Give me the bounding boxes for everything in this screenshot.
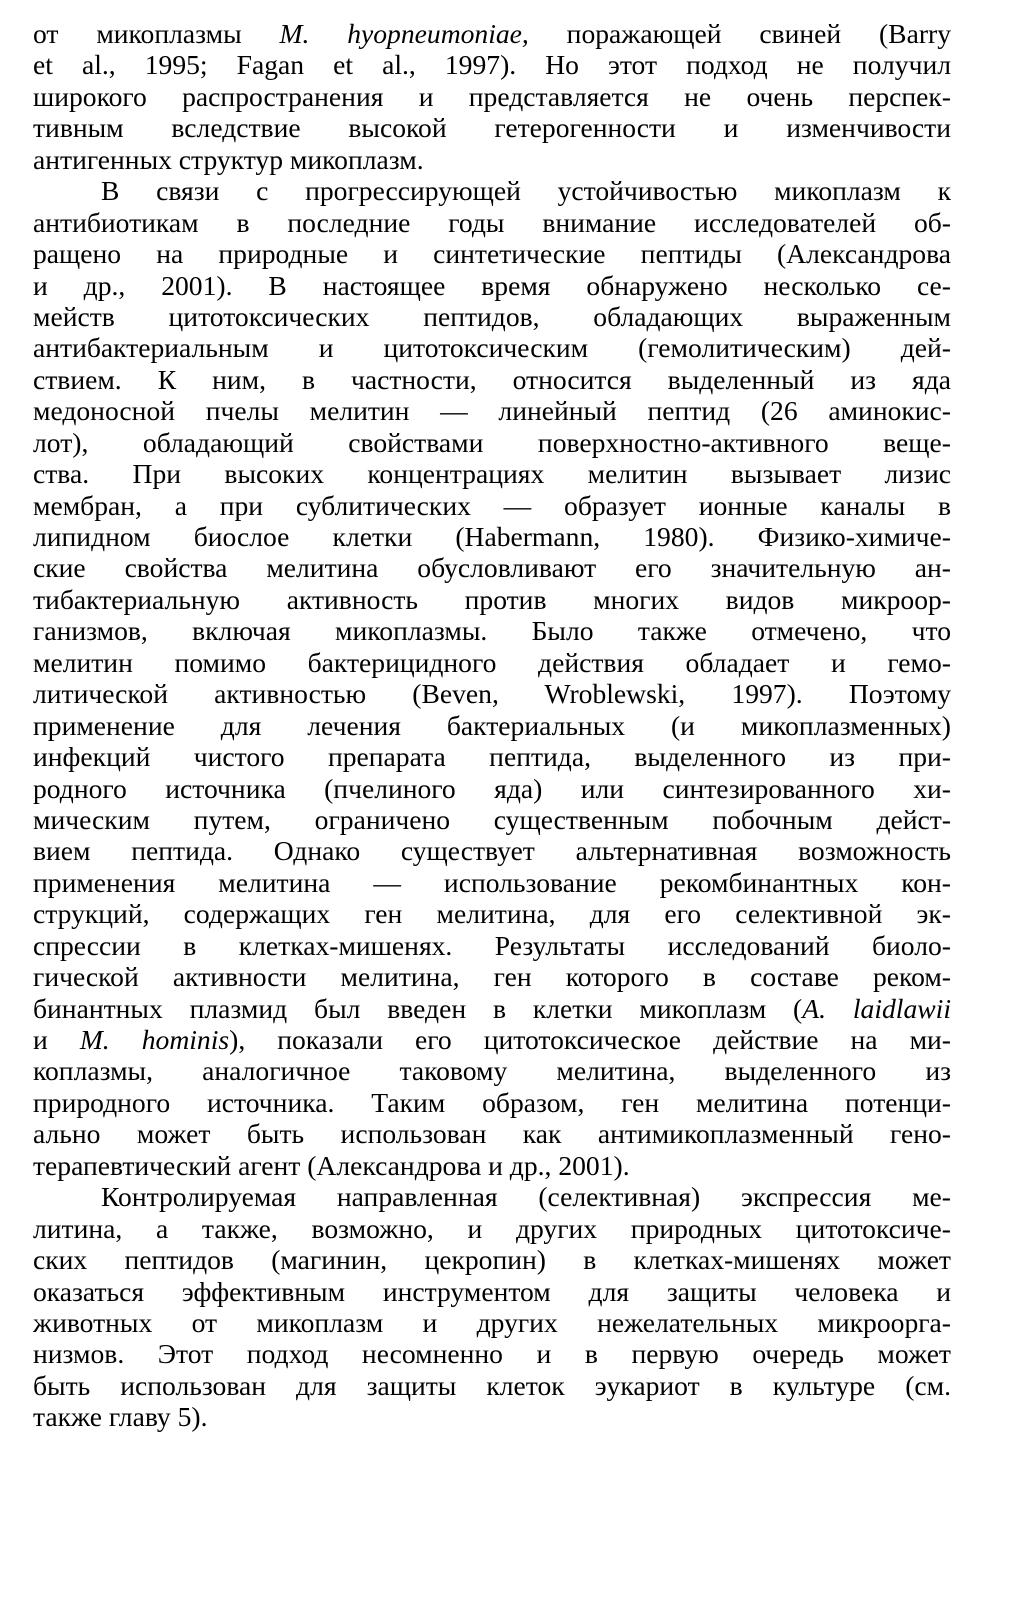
- paragraph: [33, 175, 951, 1181]
- text-line: [33, 1150, 951, 1181]
- text-segment: гической активности мелитина, ген которого в составе реком-: [33, 961, 951, 993]
- text-segment: ские свойства мелитина обусловливают его значительную ан-: [33, 552, 951, 584]
- text-line: [33, 835, 951, 866]
- text-line: [33, 1244, 951, 1275]
- text-line: [33, 804, 951, 835]
- text-line: [33, 112, 951, 143]
- text-segment: ских пептидов (магинин, цекропин) в клетках-мишенях может: [33, 1244, 951, 1276]
- text-line: [33, 18, 951, 49]
- text-line: [33, 175, 951, 206]
- text-line: [33, 1338, 951, 1369]
- text-line: [33, 552, 951, 583]
- paragraph: [33, 1181, 951, 1433]
- text-line: [33, 584, 951, 615]
- text-segment: мическим путем, ограничено существенным побочным дейст-: [33, 803, 951, 835]
- text-segment: коплазмы, аналогичное таковому мелитина, выделенного из: [33, 1055, 951, 1087]
- text-segment: вием пептида. Однако существует альтернативная возможность: [33, 835, 951, 867]
- text-segment: антибиотикам в последние годы внимание исследователей об-: [33, 206, 951, 238]
- text-line: [33, 332, 951, 363]
- text-line: [33, 490, 951, 521]
- text-line: [33, 1024, 951, 1055]
- text-segment: и: [33, 1024, 80, 1055]
- text-segment: родного источника (пчелиного яда) или синтезированного хи-: [33, 772, 951, 804]
- text-segment: В связи с прогрессирующей устойчивостью микоплазм к: [101, 175, 951, 207]
- text-segment: мембран, а при сублитических — образует ионные каналы в: [33, 489, 951, 521]
- text-segment: ращено на природные и синтетические пептиды (Александрова: [33, 238, 951, 270]
- text-segment: также главу 5).: [33, 1401, 208, 1433]
- italic-text-segment: M. hominis: [79, 1024, 230, 1055]
- text-line: [33, 773, 951, 804]
- text-segment: мейств цитотоксических пептидов, обладающих выраженным: [33, 300, 951, 332]
- text-segment: мелитин помимо бактерицидного действия обладает и гемо-: [33, 646, 951, 678]
- text-segment: инфекций чистого препарата пептида, выделенного из при-: [33, 741, 951, 773]
- text-line: [33, 1181, 951, 1212]
- text-line: [33, 1370, 951, 1401]
- text-line: [33, 144, 951, 175]
- text-line: [33, 867, 951, 898]
- text-segment: липидном биослое клетки (Habermann, 1980). Физико-химиче-: [33, 521, 951, 552]
- text-line: [33, 395, 951, 426]
- text-segment: природного источника. Таким образом, ген мелитина потенци-: [33, 1086, 951, 1118]
- text-line: [33, 207, 951, 238]
- text-line: [33, 961, 951, 992]
- text-line: [33, 1118, 951, 1149]
- text-segment: и др., 2001). В настоящее время обнаружено несколько се-: [33, 269, 951, 301]
- text-segment: et al., 1995; Fagan et al., 1997). Но этот подход не получил: [33, 49, 951, 81]
- document-page: [33, 18, 951, 1433]
- text-segment: тивным вследствие высокой гетерогенности и изменчивости: [33, 112, 951, 144]
- text-line: [33, 458, 951, 489]
- text-segment: поражающей свиней (Barry: [528, 18, 951, 49]
- text-segment: животных от микоплазм и других нежелательных микроорга-: [33, 1306, 951, 1338]
- text-segment: ), показали его цитотоксическое действие на ми-: [229, 1024, 951, 1055]
- paragraph: [33, 18, 951, 175]
- text-segment: бинантных плазмид был введен в клетки микоплазм (: [33, 992, 803, 1024]
- text-segment: применение для лечения бактериальных (и микоплазменных): [33, 709, 951, 741]
- text-line: [33, 898, 951, 929]
- text-line: [33, 301, 951, 332]
- text-segment: низмов. Этот подход несомненно и в первую очередь может: [33, 1338, 951, 1370]
- text-segment: Контролируемая направленная (селективная) экспрессия ме-: [101, 1181, 951, 1213]
- text-segment: антибактериальным и цитотоксическим (гемолитическим) дей-: [33, 332, 951, 364]
- text-segment: ствием. К ним, в частности, относится выделенный из яда: [33, 363, 951, 395]
- text-line: [33, 930, 951, 961]
- text-line: [33, 993, 951, 1024]
- text-line: [33, 81, 951, 112]
- text-line: [33, 1055, 951, 1086]
- italic-text-segment: A. laidlawii: [802, 992, 952, 1024]
- text-segment: литической активностью (Beven, Wroblewski, 1997). Поэтому: [33, 678, 951, 710]
- text-line: [33, 427, 951, 458]
- text-segment: применения мелитина — использование рекомбинантных кон-: [33, 866, 951, 898]
- text-segment: тибактериальную активность против многих видов микроор-: [33, 583, 951, 615]
- text-line: [33, 49, 951, 80]
- text-segment: терапевтический агент (Александрова и др., 2001).: [33, 1149, 630, 1181]
- text-segment: струкций, содержащих ген мелитина, для его селективной эк-: [33, 898, 951, 930]
- text-segment: ганизмов, включая микоплазмы. Было также отмечено, что: [33, 615, 951, 647]
- text-segment: ства. При высоких концентрациях мелитин вызывает лизис: [33, 458, 951, 490]
- text-segment: спрессии в клетках-мишенях. Результаты исследований биоло-: [33, 929, 951, 961]
- text-segment: быть использован для защиты клеток эукариот в культуре (см.: [33, 1369, 951, 1401]
- text-line: [33, 270, 951, 301]
- text-line: [33, 678, 951, 709]
- text-line: [33, 1213, 951, 1244]
- italic-text-segment: M. hyopneumoniae,: [279, 18, 529, 49]
- text-line: [33, 1307, 951, 1338]
- text-segment: антигенных структур микоплазм.: [33, 143, 424, 175]
- text-line: [33, 1087, 951, 1118]
- text-segment: оказаться эффективным инструментом для защиты человека и: [33, 1275, 951, 1307]
- text-segment: лот), обладающий свойствами поверхностно-активного веще-: [33, 426, 951, 458]
- text-segment: медоносной пчелы мелитин — линейный пептид (26 аминокис-: [33, 395, 951, 427]
- text-line: [33, 1276, 951, 1307]
- text-segment: от микоплазмы: [33, 18, 280, 49]
- text-line: [33, 238, 951, 269]
- text-segment: литина, а также, возможно, и других природных цитотоксиче-: [33, 1212, 951, 1244]
- text-segment: широкого распространения и представляется не очень перспек-: [33, 80, 951, 112]
- text-line: [33, 710, 951, 741]
- text-line: [33, 364, 951, 395]
- text-segment: ально может быть использован как антимикоплазменный гено-: [33, 1118, 951, 1150]
- text-line: [33, 521, 951, 552]
- text-line: [33, 1401, 951, 1432]
- text-line: [33, 615, 951, 646]
- text-line: [33, 647, 951, 678]
- text-line: [33, 741, 951, 772]
